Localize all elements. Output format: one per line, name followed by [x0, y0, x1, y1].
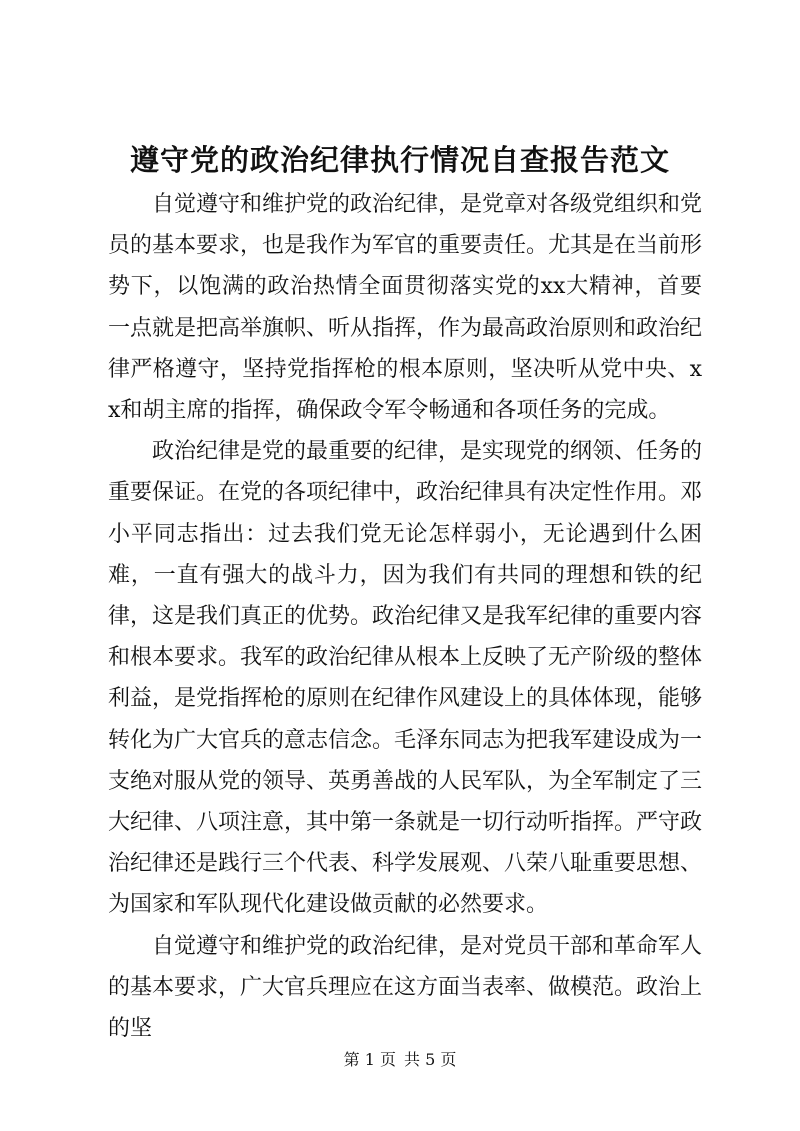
paragraph-1: 自觉遵守和维护党的政治纪律，是党章对各级党组织和党员的基本要求，也是我作为军官的重要责任。尤其是在当前形势下，以饱满的政治热情全面贯彻落实党的xx大精神，首要一点就是把高举旗帜、听从指挥，作为最高政治原则和政治纪律严格遵守，坚持党指挥枪的根本原则，坚决听从党中央、xx和胡主席的指挥，确保政令军令畅通和各项任务的完成。 — [108, 192, 703, 424]
page-total: 共 5 页 — [404, 1050, 457, 1069]
page-number: 第 1 页 — [343, 1050, 396, 1069]
paragraph-3: 自觉遵守和维护党的政治纪律，是对党员干部和革命军人的基本要求，广大官兵理应在这方面当表率、做模范。政治上的坚 — [108, 933, 703, 1042]
paragraph-2: 政治纪律是党的最重要的纪律，是实现党的纲领、任务的重要保证。在党的各项纪律中，政治纪律具有决定性作用。邓小平同志指出：过去我们党无论怎样弱小，无论遇到什么困难，一直有强大的战斗力，因为我们有共同的理想和铁的纪律，这是我们真正的优势。政治纪律又是我军纪律的重要内容和根本要求。我军的政治纪律从根本上反映了无产阶级的整体利益，是党指挥枪的原则在纪律作风建设上的具体体现，能够转化为广大官兵的意志信念。毛泽东同志为把我军建设成为一支绝对服从党的领导、英勇善战的人民军队，为全军制定了三大纪律、八项注意，其中第一条就是一切行动听指挥。严守政治纪律还是践行三个代表、科学发展观、八荣八耻重要思想、为国家和军队现代化建设做贡献的必然要求。 — [108, 439, 703, 918]
page-footer — [0, 1050, 800, 1070]
document-title: 遵守党的政治纪律执行情况自查报告范文 — [129, 143, 670, 177]
document-body — [108, 184, 702, 1049]
